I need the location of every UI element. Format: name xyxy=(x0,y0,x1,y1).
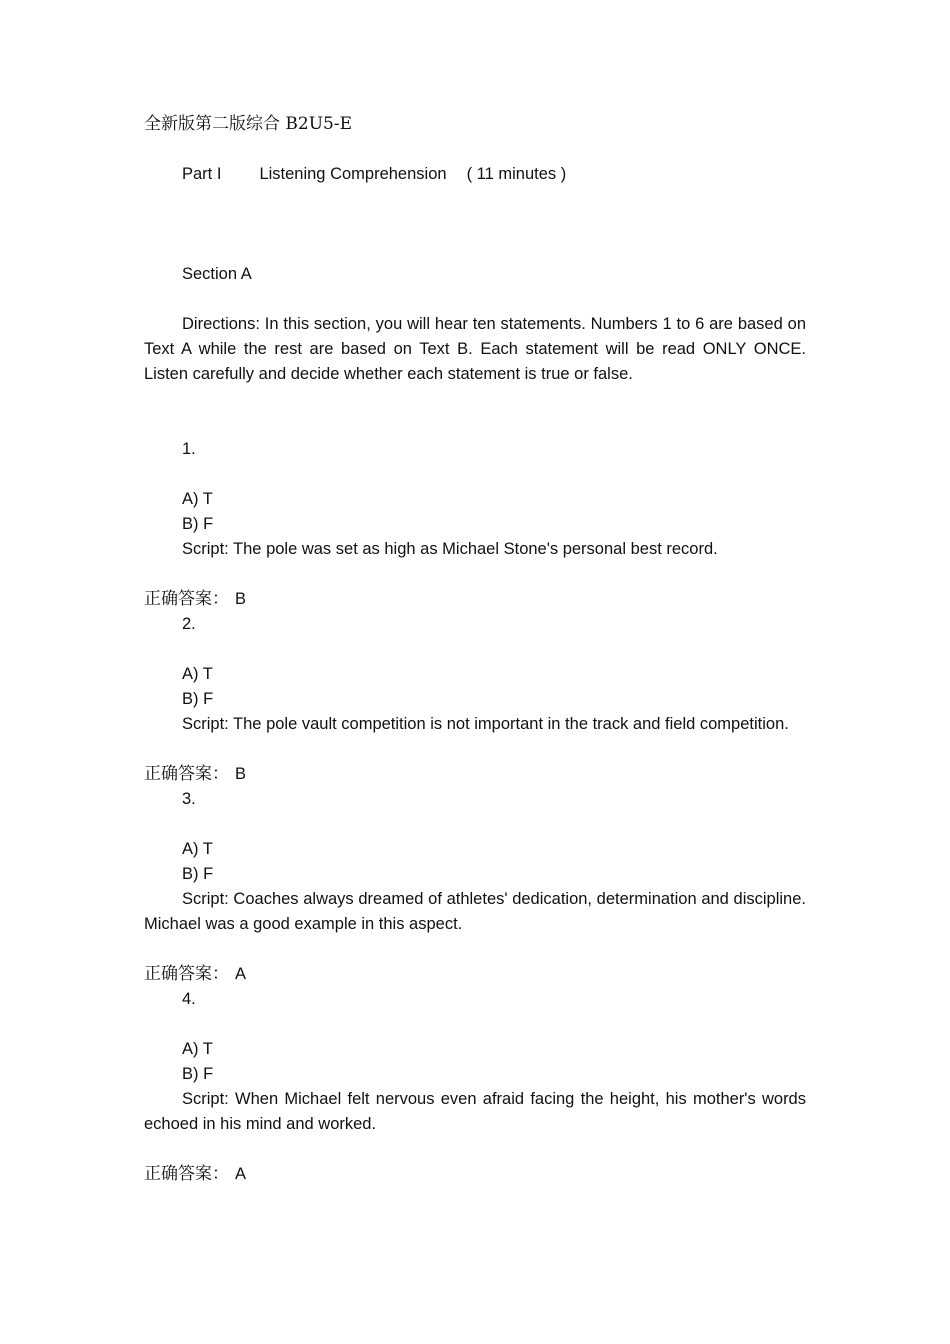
correct-answer xyxy=(144,587,806,612)
document-page xyxy=(144,112,806,1187)
question-script: Script: Coaches always dreamed of athletes' dedication, determination and discipline. Michael was a good example in this aspect. xyxy=(144,890,806,933)
option-a: A) T xyxy=(182,665,213,683)
question-script: Script: The pole vault competition is not important in the track and field competition. xyxy=(182,715,789,733)
option-a: A) T xyxy=(182,490,213,508)
question-options xyxy=(144,487,806,537)
option-b: B) F xyxy=(182,690,214,708)
question-options xyxy=(144,837,806,887)
question-number: 3. xyxy=(182,790,196,808)
directions-text: Directions: In this section, you will hear ten statements. Numbers 1 to 6 are based on Text A while the rest are based on Text B. Each statement will be read ONLY ONCE. Listen carefully and decide whether each statement is true or false. xyxy=(144,315,806,383)
option-b: B) F xyxy=(182,515,214,533)
answer-label: 正确答案： xyxy=(144,589,229,609)
question-script: Script: When Michael felt nervous even afraid facing the height, his mother's words echoed in his mind and worked. xyxy=(144,1090,806,1133)
correct-answer xyxy=(144,1162,806,1187)
answer-label: 正确答案： xyxy=(144,964,229,984)
question-script: Script: The pole was set as high as Michael Stone's personal best record. xyxy=(182,540,718,558)
question-options xyxy=(144,662,806,712)
answer-label: 正确答案： xyxy=(144,1164,229,1184)
section-heading: Section A xyxy=(182,265,252,283)
question-options xyxy=(144,1037,806,1087)
part-heading xyxy=(144,162,806,187)
answer-label: 正确答案： xyxy=(144,764,229,784)
part-duration: ( 11 minutes ) xyxy=(466,165,567,183)
option-b: B) F xyxy=(182,865,214,883)
question-number: 1. xyxy=(182,440,196,458)
question-item xyxy=(144,787,806,987)
question-number: 4. xyxy=(182,990,196,1008)
answer-value: B xyxy=(235,590,247,608)
answer-value: A xyxy=(235,1165,247,1183)
question-number: 2. xyxy=(182,615,196,633)
question-item xyxy=(144,612,806,787)
part-name: Listening Comprehension xyxy=(259,165,447,183)
answer-value: A xyxy=(235,965,247,983)
option-a: A) T xyxy=(182,1040,213,1058)
question-item xyxy=(144,437,806,612)
question-list xyxy=(144,437,806,1187)
document-title: 全新版第二版综合 B2U5-E xyxy=(144,114,353,134)
question-item xyxy=(144,987,806,1187)
option-a: A) T xyxy=(182,840,213,858)
part-label: Part I xyxy=(182,165,222,183)
answer-value: B xyxy=(235,765,247,783)
correct-answer xyxy=(144,962,806,987)
option-b: B) F xyxy=(182,1065,214,1083)
correct-answer xyxy=(144,762,806,787)
